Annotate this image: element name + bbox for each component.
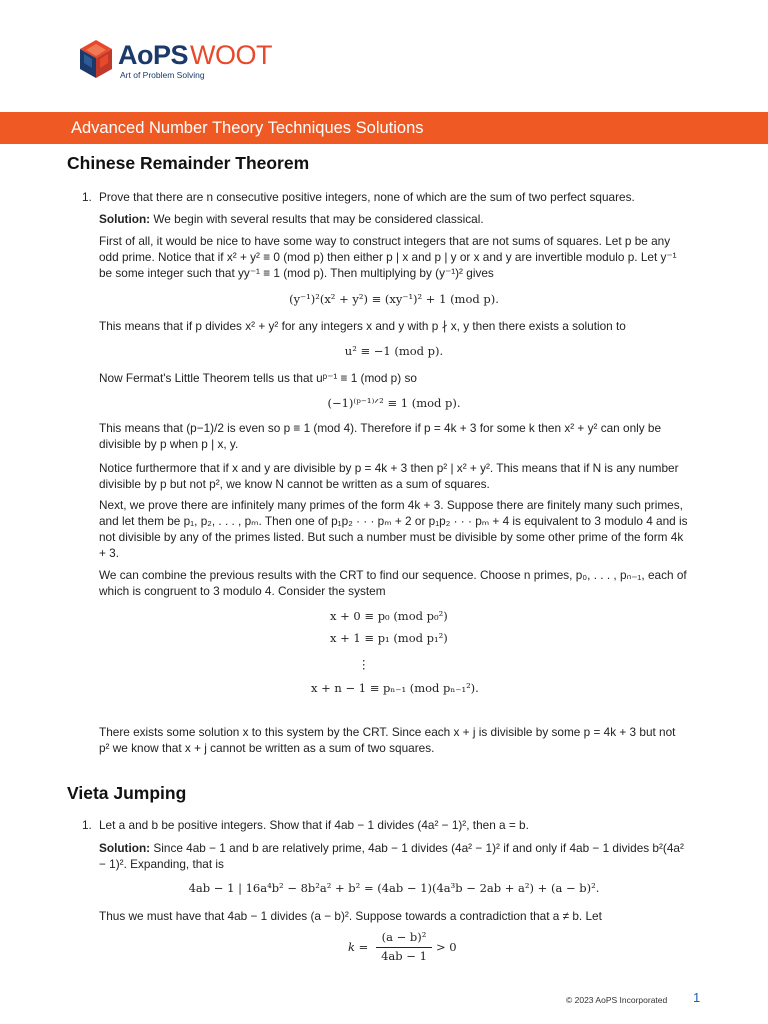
- display-equation: u² ≡ −1 (mod p).: [344, 344, 444, 358]
- fraction-bar: [376, 947, 432, 948]
- fraction-equation: [348, 930, 468, 966]
- system-equation: x + 0 ≡ p₀ (mod p₀²): [330, 609, 448, 623]
- footer-copyright: © 2023 AoPS Incorporated: [566, 995, 668, 1005]
- paragraph: We can combine the previous results with the CRT to find our sequence. Choose n primes, p₀, . . . , pₙ₋₁, each of which is congruent to 3 modulo 4. Consider the system: [99, 568, 687, 598]
- paragraph: This means that if p divides x² + y² for any integers x and y with p ∤ x, y then there exists a solution to: [99, 319, 626, 333]
- paragraph: Now Fermat's Little Theorem tells us that uᵖ⁻¹ ≡ 1 (mod p) so: [99, 371, 417, 385]
- solution-intro: [99, 211, 689, 227]
- paragraph: This means that (p−1)/2 is even so p ≡ 1 (mod 4). Therefore if p = 4k + 3 for some k then x² + y² can only be divisible by p when p | x, y.: [99, 421, 662, 451]
- cube-logo-icon: [80, 40, 112, 80]
- solution-text: Since 4ab − 1 and b are relatively prime, 4ab − 1 divides (4a² − 1)² if and only if 4ab − 1 divides b²(4a² − 1)². Expanding, that is: [99, 841, 684, 871]
- logo-wordmark: [118, 40, 272, 70]
- solution-paragraph: [99, 840, 689, 872]
- fraction-lhs: k =: [348, 940, 369, 954]
- logo-tagline: Art of Problem Solving: [120, 70, 205, 80]
- document-title: Advanced Number Theory Techniques Solutions: [71, 119, 424, 137]
- aops-woot-logo: [80, 38, 310, 86]
- fraction-numerator: (a − b)²: [381, 930, 427, 944]
- paragraph: Next, we prove there are infinitely many primes of the form 4k + 3. Suppose there are finitely many such primes, and let them be p₁, p₂, . . . , pₘ. Then one of p₁p₂ · · · pₘ + 2 or p₁p₂ · · · pₘ + 4 is equivalent to 3 modulo 4 and is not divisible by any of the primes listed. But such a number must be divisible by some other prime of the form 4k + 3.: [99, 498, 688, 560]
- solution-intro-text: We begin with several results that may be considered classical.: [153, 212, 484, 226]
- system-ellipsis: ⋮: [358, 657, 370, 671]
- paragraph: Notice furthermore that if x and y are divisible by p = 4k + 3 then p² | x² + y². This means that if N is any number divisible by p but not p², we know N cannot be written as a sum of squares.: [99, 461, 679, 491]
- fraction-denominator: 4ab − 1: [381, 949, 427, 963]
- logo-aops: AoPS: [118, 40, 189, 70]
- system-equation: x + n − 1 ≡ pₙ₋₁ (mod pₙ₋₁²).: [311, 681, 479, 695]
- problem-statement: Prove that there are n consecutive positive integers, none of which are the sum of two perfect squares.: [99, 190, 635, 204]
- problem-number: 1.: [82, 818, 92, 832]
- title-banner: [0, 112, 768, 144]
- fraction-rhs: > 0: [436, 940, 457, 954]
- paragraph: Thus we must have that 4ab − 1 divides (a − b)². Suppose towards a contradiction that a ≠ b. Let: [99, 909, 602, 923]
- solution-label: Solution:: [99, 212, 151, 226]
- display-equation: 4ab − 1 | 16a⁴b² − 8b²a² + b² = (4ab − 1)(4a³b − 2ab + a²) + (a − b)².: [188, 881, 600, 895]
- paragraph: There exists some solution x to this system by the CRT. Since each x + j is divisible by some p = 4k + 3 but not p² we know that x + j cannot be written as a sum of two squares.: [99, 725, 676, 755]
- section-heading-crt: Chinese Remainder Theorem: [67, 153, 310, 173]
- display-equation: (y⁻¹)²(x² + y²) ≡ (xy⁻¹)² + 1 (mod p).: [289, 292, 499, 306]
- paragraph: First of all, it would be nice to have some way to construct integers that are not sums of squares. Let p be any odd prime. Notice that if x² + y² ≡ 0 (mod p) then either p | x and p | y or x and y are invertible modulo p. Let y⁻¹ be some integer such that yy⁻¹ ≡ 1 (mod p). Then multiplying by (y⁻¹)² gives: [99, 234, 677, 280]
- logo-woot: WOOT: [190, 40, 272, 70]
- display-equation: (−1)⁽ᵖ⁻¹⁾ᐟ² ≡ 1 (mod p).: [327, 396, 461, 410]
- problem-statement: Let a and b be positive integers. Show that if 4ab − 1 divides (4a² − 1)², then a = b.: [99, 818, 529, 832]
- problem-number: 1.: [82, 190, 92, 204]
- solution-label: Solution:: [99, 841, 151, 855]
- system-equation: x + 1 ≡ p₁ (mod p₁²): [330, 631, 448, 645]
- section-heading-vieta: Vieta Jumping: [67, 783, 187, 803]
- page-number: 1: [693, 990, 701, 1005]
